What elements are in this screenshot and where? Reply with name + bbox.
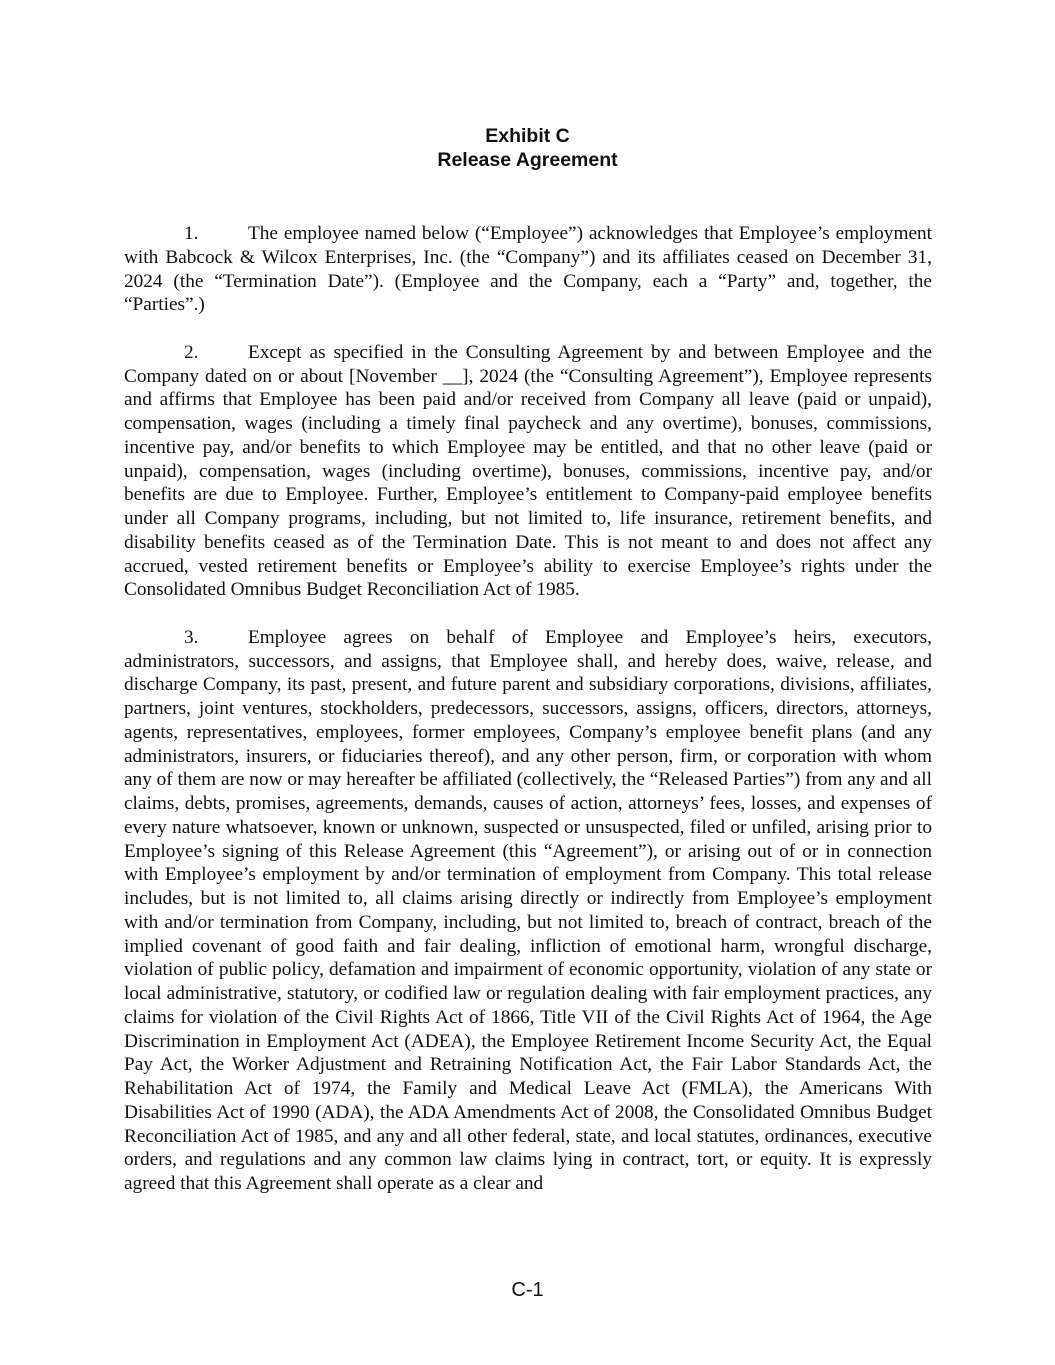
paragraph-number: 1. — [184, 223, 199, 244]
paragraph-text: Employee agrees on behalf of Employee and Employee’s heirs, executors, administrators, successors, and assigns, that Employee shall, and hereby does, waive, release, and discharge Company, its past, present, and future parent and subsidiary corporations, divisions, affiliates, partners, joint ventures, stockholders, predecessors, successors, assigns, officers, directors, attorneys, agents, representatives, employees, former employees, Company’s employee benefit plans (and any administrators, insurers, or fiduciaries thereof), and any other person, firm, or corporation with whom any of them are now or may hereafter be affiliated (collectively, the “Released Parties”) from any and all claims, debts, promises, agreements, demands, causes of action, attorneys’ fees, losses, and expenses of every nature whatsoever, known or unknown, suspected or unsuspected, filed or unfiled, arising prior to Employee’s signing of this Release Agreement (this “Agreement”), or arising out of or in connection with Employee’s employment by and/or termination of employment from Company. This total release includes, but is not limited to, all claims arising directly or indirectly from Employee’s employment with and/or termination from Company, including, but not limited to, breach of contract, breach of the implied covenant of good faith and fair dealing, infliction of emotional harm, wrongful discharge, violation of public policy, defamation and impairment of economic opportunity, violation of any state or local administrative, statutory, or codified law or regulation dealing with fair employment practices, any claims for violation of the Civil Rights Act of 1866, Title VII of the Civil Rights Act of 1964, the Age Discrimination in Employment Act (ADEA), the Employee Retirement Income Security Act, the Equal Pay Act, the Worker Adjustment and Retraining Notification Act, the Fair Labor Standards Act, the Rehabilitation Act of 1974, the Family and Medical Leave Act (FMLA), the Americans With Disabilities Act of 1990 (ADA), the ADA Amendments Act of 2008, the Consolidated Omnibus Budget Reconciliation Act of 1985, and any and all other federal, state, and local statutes, ordinances, executive orders, and regulations and any common law claims lying in contract, tort, or equity. It is expressly agreed that this Agreement shall operate as a clear and — [124, 626, 932, 1194]
paragraph-2 — [124, 341, 932, 602]
paragraph-3 — [124, 626, 932, 1196]
page-number: C-1 — [511, 1279, 544, 1301]
paragraph-number: 2. — [184, 341, 199, 363]
paragraph-text: Except as specified in the Consulting Agreement by and between Employee and the Company dated on or about [November __], 2024 (the “Consulting Agreement”), Employee represents and affirms that Employee has been paid and/or received from Company all leave (paid or unpaid), compensation, wages (including a timely final paycheck and any overtime), bonuses, commissions, incentive pay, and/or benefits to which Employee may be entitled, and that no other leave (paid or unpaid), compensation, wages (including overtime), bonuses, commissions, incentive pay, and/or benefits are due to Employee. Further, Employee’s entitlement to Company-paid employee benefits under all Company programs, including, but not limited to, life insurance, retirement benefits, and disability benefits ceased as of the Termination Date. This is not meant to and does not affect any accrued, vested retirement benefits or Employee’s ability to exercise Employee’s rights under the Consolidated Omnibus Budget Reconciliation Act of 1985. — [124, 341, 932, 601]
exhibit-title: Exhibit C — [485, 125, 570, 147]
document-header — [0, 124, 1055, 172]
paragraph-text: The employee named below (“Employee”) acknowledges that Employee’s employment with Babcock & Wilcox Enterprises, Inc. (the “Company”) and its affiliates ceased on December 31, 2024 (the “Termination Date”). (Employee and the Company, each a “Party” and, together, the “Parties”.) — [124, 223, 932, 316]
paragraph-number: 3. — [184, 626, 199, 648]
document-body — [124, 222, 932, 1196]
paragraph-1 — [124, 222, 932, 317]
agreement-title: Release Agreement — [437, 149, 618, 171]
